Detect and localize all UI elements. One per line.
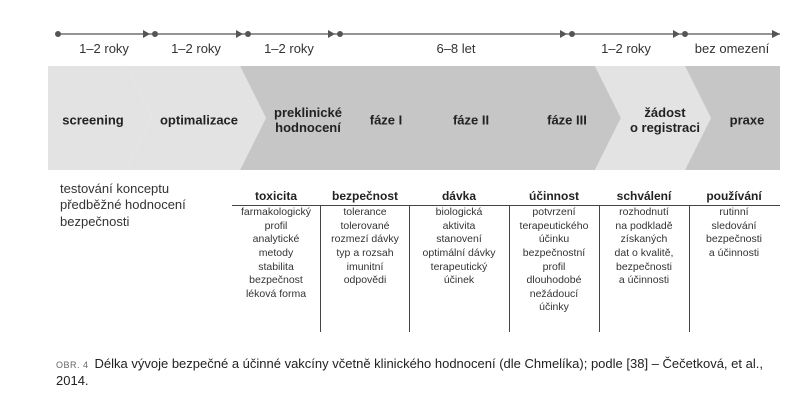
stage-preklinicke-line1: preklinické [274, 105, 342, 121]
column-davka [423, 189, 496, 288]
stage-screening: screening [62, 112, 124, 128]
column-item: terapeutický [430, 260, 488, 273]
column-item: metody [258, 246, 294, 259]
column-header: dávka [441, 189, 477, 203]
column-item: profil [264, 219, 288, 232]
preclinical-note: předběžné hodnocení [60, 197, 186, 213]
column-item: typ a rozsah [336, 246, 394, 259]
caption-text: Délka vývoje bezpečné a účinné vakcíny včetně klinického hodnocení (dle Chmelíka); podle [38] – Čečetková, et al., 2014. [56, 356, 763, 388]
column-separator [689, 206, 690, 332]
column-item: získaných [620, 233, 668, 246]
column-separator [599, 206, 600, 332]
stage-preklinicke [274, 106, 342, 136]
stage-faze-2: fáze II [452, 112, 490, 128]
column-item: analytické [252, 233, 300, 246]
figure-label: OBR. 4 [56, 360, 89, 370]
column-item: na podkladě [615, 219, 673, 232]
column-separator [509, 206, 510, 332]
column-item: farmakologický [240, 206, 312, 218]
column-schvaleni [615, 189, 674, 288]
stage-faze-1: fáze I [369, 112, 403, 128]
column-item: a účinnosti [618, 274, 670, 287]
column-item: bezpečnost [249, 274, 303, 287]
column-item: rozhodnutí [619, 206, 669, 218]
duration-praxe: bez omezení [694, 41, 770, 56]
stage-zadost [630, 106, 700, 136]
preclinical-notes [60, 181, 186, 230]
column-header: používání [706, 189, 762, 203]
column-item: účinku [538, 233, 570, 246]
column-item: tolerance [343, 206, 387, 218]
stage-faze-3: fáze III [547, 112, 587, 128]
column-item: terapeutického [519, 219, 589, 232]
column-bezpecnost [331, 189, 399, 288]
column-item: biologická [435, 206, 483, 218]
column-item: a účinnosti [708, 246, 760, 259]
duration-registrace: 1–2 roky [601, 41, 651, 56]
column-toxicita [241, 189, 311, 301]
column-item: rozmezí dávky [331, 233, 399, 246]
column-header: schválení [616, 189, 672, 203]
column-item: dlouhodobé [526, 274, 582, 287]
duration-klinicke: 6–8 let [436, 41, 476, 56]
column-separator [320, 206, 321, 332]
column-item: potvrzení [532, 206, 576, 218]
column-item: účinek [443, 274, 475, 287]
column-item: stabilita [258, 260, 294, 273]
column-separator [409, 206, 410, 332]
column-pouzivani [706, 189, 762, 261]
preclinical-note: testování konceptu [60, 181, 170, 196]
header-rule [232, 205, 780, 206]
column-item: sledování [711, 219, 757, 232]
duration-screening: 1–2 roky [79, 41, 129, 56]
stage-arrows [0, 0, 800, 180]
column-item: stanovení [436, 233, 482, 246]
column-item: nežádoucí [529, 287, 579, 300]
column-item: imunitní [346, 260, 384, 273]
column-item: léková forma [245, 287, 307, 300]
preclinical-note: bezpečnosti [60, 213, 130, 229]
column-item: tolerované [340, 219, 390, 232]
column-item: bezpečnosti [615, 260, 673, 273]
column-item: dat o kvalitě, [614, 246, 674, 259]
stage-preklinicke-line2: hodnocení [275, 120, 341, 135]
column-header: bezpečnost [331, 189, 398, 203]
duration-preklinicke: 1–2 roky [264, 41, 314, 56]
stage-praxe: praxe [729, 112, 765, 128]
column-header: toxicita [254, 189, 297, 203]
figure-caption [56, 356, 786, 390]
stage-zadost-line1: žádost [644, 105, 686, 121]
column-item: aktivita [442, 219, 476, 232]
column-item: profil [542, 260, 566, 273]
column-item: optimální dávky [422, 246, 496, 259]
stage-zadost-line2: o registraci [629, 120, 701, 135]
stage-optimalizace: optimalizace [159, 112, 239, 128]
column-item: bezpečnosti [705, 233, 763, 246]
column-item: bezpečnostní [522, 246, 586, 259]
column-ucinnost [520, 189, 589, 315]
duration-optimalizace: 1–2 roky [171, 41, 221, 56]
column-header: účinnost [528, 189, 579, 203]
column-item: rutinní [719, 206, 749, 218]
column-item: účinky [539, 301, 569, 314]
column-item: odpovědi [343, 274, 387, 287]
